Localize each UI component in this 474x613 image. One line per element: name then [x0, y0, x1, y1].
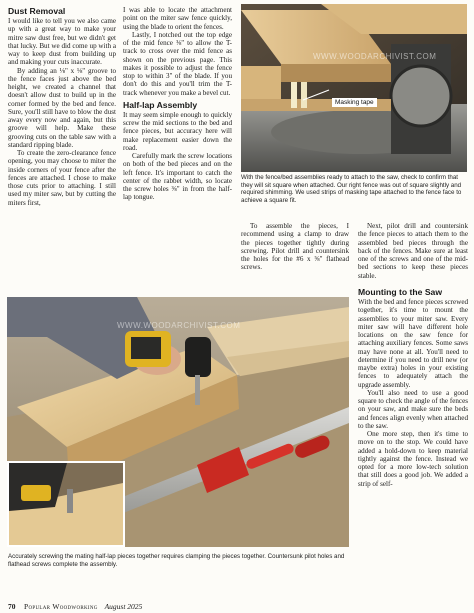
paragraph: Lastly, I notched out the top edge of the mid fence ⅜" to allow the T-track to cross over the mid fence as shown on the previous page. This makes it possible to adjust the fence stop to within 3" of the blade. If you don't do this and you'll trim the T-track whenever you make a bevel cut.: [123, 30, 232, 97]
paragraph: To assemble the pieces, I recommend using a clamp to draw the pieces together tightly during screwing. Pilot drill and countersink the holes for the #6 x ⅝" flathead screws.: [241, 222, 349, 272]
paragraph: By adding an ⅛" x ⅛" groove to the fence faces just above the bed height, we created a channel that doesn't allow dust to build up in the corner formed by the bed and fence. Sure, you'll still have to blow the dust away every now and again, but this groove will help. Make these grooving cuts on the table saw with a standard ripping blade.: [8, 66, 116, 149]
section-heading-half-lap: Half-lap Assembly: [123, 99, 198, 110]
section-heading-dust-removal: Dust Removal: [8, 6, 66, 16]
photo-saw-fence-assembly: [241, 4, 467, 172]
paragraph: Carefully mark the screw locations on both of the bed pieces and on the left fence. It's important to catch the center of the rabbet width, so locate the screw holes ⅜" in from the half-lap tongue.: [123, 152, 232, 202]
photo-bottom-caption: Accurately screwing the mating half-lap pieces together requires clamping the pieces together. Countersunk pilot holes and flathead screws complete the assembly.: [8, 553, 345, 568]
page-number: 70: [8, 602, 16, 611]
publication-line: [24, 602, 142, 611]
paragraph: It may seem simple enough to quickly screw the mid sections to the bed and fence pieces, but accuracy here will make replacement easier down the road.: [123, 110, 232, 152]
saw-photo-illustration: [241, 4, 467, 172]
photo-top-caption: With the fence/bed assemblies ready to attach to the saw, check to confirm that they will sit square when attached. Our right fence was out of square slightly and required shimming. We used strips of masking tape attached to the fence face to achieve a square fit.: [241, 174, 462, 204]
page-footer: [0, 601, 474, 613]
paragraph: To create the zero-clearance fence opening, you may choose to miter the inside corners of your fence after the fences are attached. I chose to make those cuts prior to attaching. I still used my miter saw, but by cutting the miters first,: [8, 149, 116, 207]
paragraph: One more step, then it's time to move on to the stop. We could have added a hold-down to keep material tightly against the fence. Instead we opted for a more low-tech solution that still does a good job. We added a strip of self-: [358, 430, 468, 488]
watermark: WWW.WOODARCHIVIST.COM: [117, 321, 241, 330]
issue-date: August 2025: [104, 602, 143, 611]
text-column-5: [358, 287, 468, 488]
text-column-1: [8, 6, 116, 207]
section-heading-mounting: Mounting to the Saw: [358, 287, 468, 297]
assembly-photo-illustration: [7, 297, 349, 547]
magazine-name: Popular Woodworking: [24, 602, 98, 611]
text-column-2: [123, 6, 232, 202]
paragraph: Next, pilot drill and countersink the fence pieces to attach them to the assembled bed pieces through the back of the fences. Make sure at least one of the screws and one of the mid-bed sections to keep these pieces stable.: [358, 222, 468, 280]
text-column-3: [241, 222, 349, 272]
masking-tape-callout: Masking tape: [332, 98, 377, 107]
paragraph: I was able to locate the attachment point on the miter saw fence quickly, using the blade to orient the fences.: [123, 6, 232, 31]
text-column-4: [358, 222, 468, 280]
paragraph: You'll also need to use a good square to check the angle of the fences on your saw, and make sure the beds and fences align evenly when attached to the saw.: [358, 388, 468, 430]
paragraph: I would like to tell you we also came up with a great way to make your mitre saw dust free, but we didn't get that lucky. But we did come up with a way to keep dust from building up and making your cuts inaccurate.: [8, 17, 116, 67]
photo-half-lap-assembly: [7, 297, 349, 547]
watermark: WWW.WOODARCHIVIST.COM: [313, 52, 437, 61]
paragraph: With the bed and fence pieces screwed together, it's time to mount the assemblies to your miter saw. Every miter saw will have different hole locations on the saw fence for attaching auxiliary fences. Some saws may have none at all. You'll need to determine if you need to drill new (or maybe extra) holes in your existing fences to adequately attach the upgrade assembly.: [358, 298, 469, 389]
